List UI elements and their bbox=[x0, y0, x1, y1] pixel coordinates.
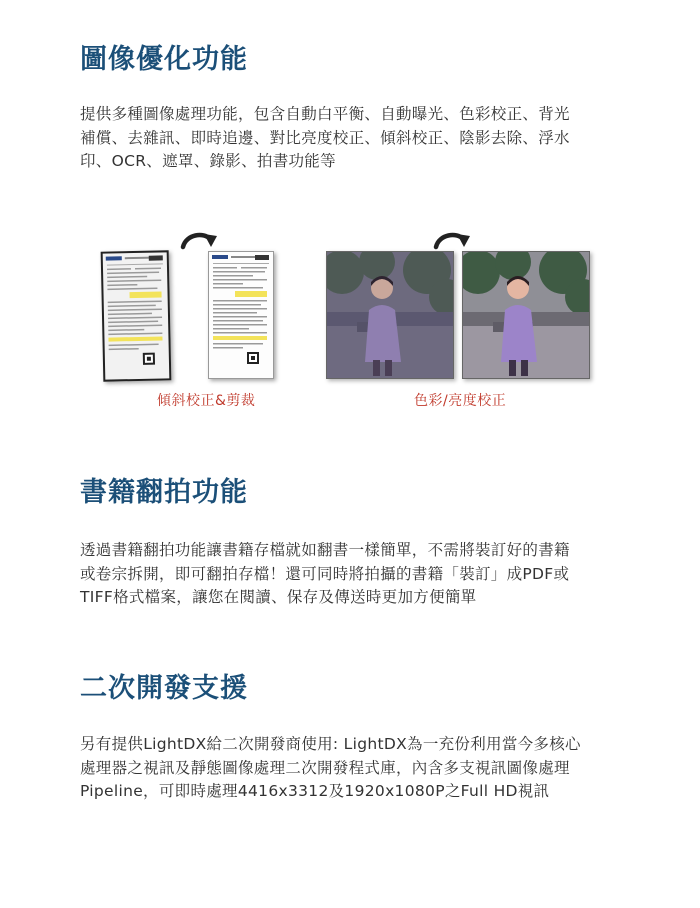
body-line: 補償、去雜訊、即時追邊、對比亮度校正、傾斜校正、陰影去除、浮水 bbox=[80, 128, 570, 147]
caption-skew-correction: 傾斜校正&剪裁 bbox=[157, 393, 256, 409]
body-line: 提供多種圖像處理功能，包含自動白平衡、自動曝光、色彩校正、背光 bbox=[80, 105, 570, 123]
section-heading: 書籍翻拍功能 bbox=[80, 477, 248, 508]
body-line: 或卷宗拆開，即可翻拍存檔！還可同時將拍攝的書籍「裝訂」成PDF或 bbox=[80, 564, 570, 583]
body-line: 印、OCR、遮罩、錄影、拍書功能等 bbox=[80, 152, 336, 170]
section-heading: 二次開發支援 bbox=[80, 673, 248, 704]
body-line: 另有提供LightDX給二次開發商使用: LightDX為一充份利用當今多核心 bbox=[80, 735, 581, 753]
section-secondary-development bbox=[80, 672, 625, 804]
section-body bbox=[80, 733, 625, 804]
body-line: 透過書籍翻拍功能讓書籍存檔就如翻書一樣簡單，不需將裝訂好的書籍 bbox=[80, 541, 570, 559]
caption-color-correction: 色彩/亮度校正 bbox=[414, 393, 507, 409]
body-line: Pipeline，可即時處理4416x3312及1920x1080P之Full HD視訊 bbox=[80, 782, 550, 800]
section-heading: 圖像優化功能 bbox=[80, 44, 248, 75]
section-book-scanning bbox=[80, 476, 625, 610]
illustration-row bbox=[0, 224, 700, 414]
photo-after-image bbox=[462, 251, 590, 379]
curved-arrow-icon bbox=[180, 230, 220, 250]
section-body bbox=[80, 539, 625, 610]
photo-before-image bbox=[326, 251, 454, 379]
curved-arrow-icon bbox=[433, 230, 473, 250]
document-after-image bbox=[208, 251, 274, 379]
document-before-image bbox=[101, 250, 172, 381]
body-line: TIFF格式檔案，讓您在閱讀、保存及傳送時更加方便簡單 bbox=[80, 588, 477, 606]
section-image-optimization bbox=[80, 43, 625, 174]
body-line: 處理器之視訊及靜態圖像處理二次開發程式庫，內含多支視訊圖像處理 bbox=[80, 758, 570, 777]
section-body bbox=[80, 103, 625, 174]
